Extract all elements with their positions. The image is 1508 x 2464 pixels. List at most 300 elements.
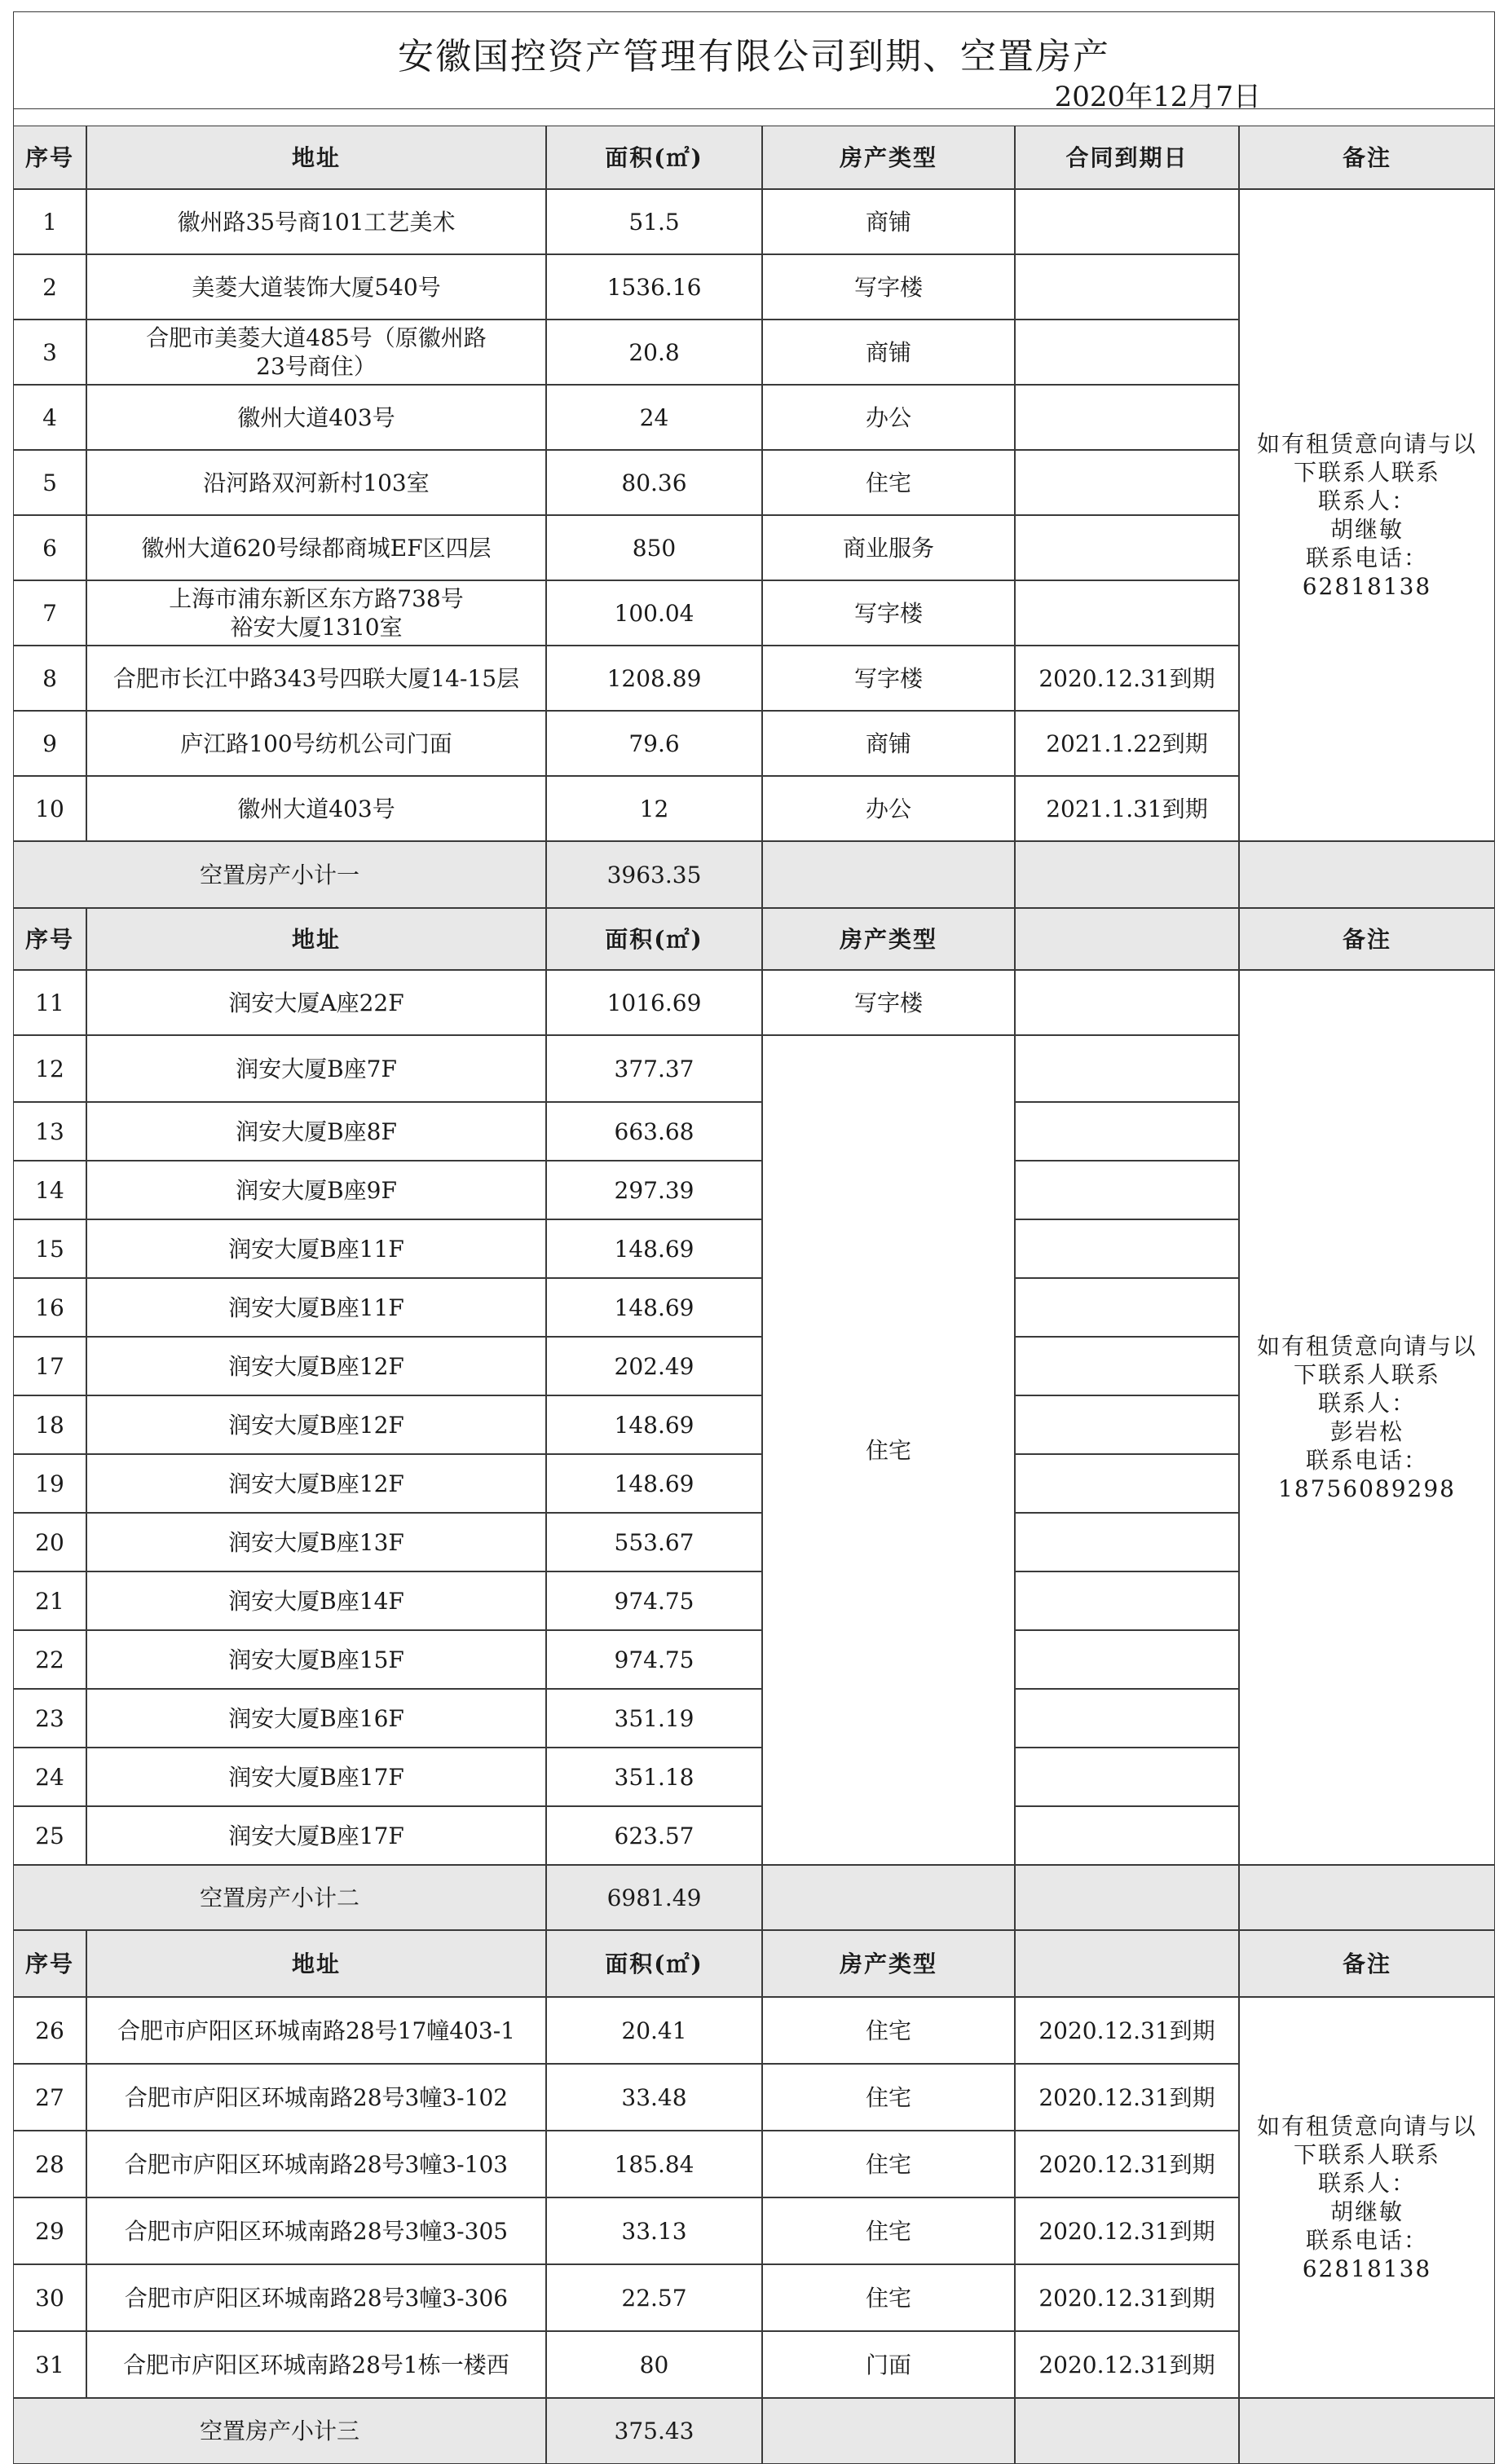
row-address-text: 美菱大道装饰大厦540号	[192, 273, 441, 301]
page-title: 安徽国控资产管理有限公司到期、空置房产	[398, 36, 1110, 77]
row-area	[546, 1161, 762, 1219]
header-no	[13, 126, 86, 189]
row-number	[13, 2131, 86, 2197]
row-type-text: 写字楼	[853, 599, 923, 627]
row-address-text: 润安大厦B座7F	[236, 1055, 397, 1082]
subtotal-blank	[762, 1865, 1015, 1930]
row-expiry	[1015, 2064, 1239, 2131]
row-address	[86, 450, 546, 515]
row-area-text: 1208.89	[606, 664, 702, 692]
row-number-text: 21	[35, 1587, 64, 1615]
subtotal-value-text: 3963.35	[606, 861, 702, 888]
row-address	[86, 1806, 546, 1865]
row-area	[546, 1454, 762, 1513]
row-number	[13, 2197, 86, 2264]
row-address	[86, 2331, 546, 2398]
row-area-text: 80	[639, 2351, 669, 2378]
row-area	[546, 2064, 762, 2131]
row-area-text: 202.49	[614, 1352, 694, 1380]
row-address	[86, 1102, 546, 1161]
row-number	[13, 1997, 86, 2064]
row-area	[546, 1748, 762, 1806]
row-expiry-text: 2020.12.31到期	[1038, 2284, 1215, 2312]
subtotal-label-text: 空置房产小计一	[199, 861, 359, 888]
header-expiry	[1015, 126, 1239, 189]
header-type-text: 房产类型	[839, 143, 937, 171]
subtotal-blank	[1015, 841, 1239, 908]
subtotal-blank	[1015, 2398, 1239, 2464]
header-remark-text: 备注	[1342, 1950, 1391, 1977]
row-address-text: 润安大厦B座12F	[228, 1411, 404, 1439]
row-address-text: 合肥市庐阳区环城南路28号3幢3-103	[124, 2150, 509, 2178]
merged-type-cell	[762, 1035, 1015, 1865]
title-block	[13, 11, 1495, 113]
subtotal-value-text: 375.43	[614, 2418, 694, 2444]
row-address	[86, 1337, 546, 1395]
header-remark-text: 备注	[1342, 925, 1391, 953]
header-expiry-blank	[1015, 1930, 1239, 1997]
row-number-text: 15	[35, 1235, 64, 1263]
row-number	[13, 515, 86, 580]
row-area-text: 80.36	[621, 469, 687, 496]
row-area-text: 20.41	[621, 2017, 687, 2044]
subtotal-blank	[1239, 2398, 1495, 2464]
row-address	[86, 1748, 546, 1806]
row-address	[86, 2197, 546, 2264]
row-type	[762, 450, 1015, 515]
row-type	[762, 711, 1015, 776]
row-address-text: 润安大厦B座12F	[228, 1470, 404, 1497]
row-area	[546, 450, 762, 515]
row-expiry	[1015, 2131, 1239, 2197]
row-area-text: 33.13	[621, 2217, 687, 2245]
row-number	[13, 1571, 86, 1630]
row-address-text: 徽州大道620号绿都商城EF区四层	[141, 534, 492, 562]
row-type	[762, 2264, 1015, 2331]
row-number	[13, 2331, 86, 2398]
header-expiry-blank	[1015, 908, 1239, 970]
row-address-text: 庐江路100号纺机公司门面	[180, 730, 452, 757]
row-type	[762, 515, 1015, 580]
row-address-text: 合肥市庐阳区环城南路28号3幢3-102	[124, 2083, 509, 2111]
subtotal-blank	[1239, 841, 1495, 908]
row-number	[13, 970, 86, 1035]
row-number-text: 6	[42, 534, 57, 562]
row-expiry	[1015, 320, 1239, 385]
row-address-text: 润安大厦B座8F	[236, 1117, 397, 1145]
row-number	[13, 711, 86, 776]
row-area	[546, 1571, 762, 1630]
row-number	[13, 1219, 86, 1278]
row-address-text: 合肥市长江中路343号四联大厦14-15层	[112, 664, 520, 692]
row-address	[86, 1395, 546, 1454]
row-number-text: 14	[35, 1176, 64, 1204]
row-number	[13, 385, 86, 450]
title-gap	[13, 109, 1495, 126]
remark-contact	[1239, 189, 1495, 841]
row-type-text: 办公	[865, 403, 911, 431]
row-number-text: 17	[35, 1352, 64, 1380]
row-area-text: 1016.69	[606, 989, 702, 1016]
subtotal-value	[546, 1865, 762, 1930]
row-number	[13, 1337, 86, 1395]
row-type	[762, 580, 1015, 646]
row-address	[86, 1278, 546, 1337]
row-number-text: 12	[35, 1055, 64, 1082]
row-address	[86, 385, 546, 450]
row-expiry	[1015, 1278, 1239, 1337]
row-address-text: 徽州路35号商101工艺美术	[177, 208, 456, 236]
row-expiry-text: 2021.1.31到期	[1046, 795, 1208, 822]
row-area-text: 974.75	[614, 1646, 694, 1673]
header-address	[86, 908, 546, 970]
row-expiry	[1015, 970, 1239, 1035]
row-area	[546, 776, 762, 841]
row-area-text: 33.48	[621, 2083, 687, 2111]
row-address-text: 沿河路双河新村103室	[203, 469, 430, 496]
header-address	[86, 1930, 546, 1997]
row-number-text: 7	[42, 599, 57, 627]
row-type-text: 住宅	[865, 2150, 911, 2178]
row-expiry	[1015, 646, 1239, 711]
subtotal-value	[546, 2398, 762, 2464]
header-address-text: 地址	[291, 925, 341, 953]
merged-type-cell-text: 住宅	[865, 1436, 911, 1464]
row-area-text: 24	[639, 403, 669, 431]
row-expiry	[1015, 1806, 1239, 1865]
remark-contact-text: 如有租赁意向请与以 下联系人联系 联系人： 彭岩松 联系电话： 18756089298	[1256, 1333, 1477, 1502]
row-expiry	[1015, 1689, 1239, 1748]
row-expiry	[1015, 2197, 1239, 2264]
header-address-text: 地址	[291, 143, 341, 171]
row-area	[546, 1102, 762, 1161]
row-number	[13, 580, 86, 646]
row-type	[762, 1997, 1015, 2064]
report-date: 2020年12月7日	[1054, 81, 1261, 113]
row-address	[86, 1689, 546, 1748]
row-area-text: 148.69	[614, 1470, 694, 1497]
row-address-text: 润安大厦B座17F	[228, 1763, 404, 1791]
row-number-text: 27	[35, 2083, 64, 2111]
row-area	[546, 320, 762, 385]
remark-contact	[1239, 970, 1495, 1865]
header-area-text: 面积(㎡)	[605, 143, 703, 171]
row-area-text: 623.57	[614, 1822, 694, 1849]
row-area-text: 351.18	[614, 1763, 694, 1791]
row-address	[86, 1219, 546, 1278]
row-area	[546, 970, 762, 1035]
row-area	[546, 515, 762, 580]
row-number-text: 11	[35, 989, 64, 1016]
row-type	[762, 2331, 1015, 2398]
row-area	[546, 1337, 762, 1395]
row-number	[13, 1806, 86, 1865]
header-no-text: 序号	[24, 143, 74, 171]
row-address	[86, 1997, 546, 2064]
row-area-text: 22.57	[621, 2284, 687, 2312]
row-address-text: 润安大厦A座22F	[228, 989, 404, 1016]
row-number	[13, 1513, 86, 1571]
row-address	[86, 711, 546, 776]
remark-contact-text: 如有租赁意向请与以 下联系人联系 联系人： 胡继敏 联系电话： 62818138	[1256, 430, 1477, 600]
row-number	[13, 450, 86, 515]
header-no-text: 序号	[24, 925, 74, 953]
row-address	[86, 1035, 546, 1102]
row-address	[86, 580, 546, 646]
row-type-text: 商业服务	[842, 534, 934, 562]
subtotal-blank	[762, 2398, 1015, 2464]
row-number	[13, 2064, 86, 2131]
row-expiry-text: 2020.12.31到期	[1038, 2150, 1215, 2178]
row-area-text: 185.84	[614, 2150, 694, 2178]
row-area-text: 12	[639, 795, 669, 822]
row-expiry	[1015, 711, 1239, 776]
subtotal-label	[13, 841, 546, 908]
row-area	[546, 1278, 762, 1337]
row-number	[13, 1630, 86, 1689]
row-address-text: 上海市浦东新区东方路738号 裕安大厦1310室	[169, 585, 464, 641]
row-type-text: 商铺	[865, 730, 911, 757]
row-expiry	[1015, 2331, 1239, 2398]
row-address	[86, 646, 546, 711]
row-address	[86, 2064, 546, 2131]
row-type-text: 住宅	[865, 469, 911, 496]
row-number-text: 10	[35, 795, 64, 822]
row-area-text: 100.04	[614, 599, 694, 627]
row-area	[546, 1513, 762, 1571]
row-number-text: 29	[35, 2217, 64, 2245]
row-address	[86, 254, 546, 320]
row-address-text: 润安大厦B座12F	[228, 1352, 404, 1380]
row-address-text: 合肥市庐阳区环城南路28号3幢3-305	[124, 2217, 509, 2245]
row-type-text: 写字楼	[853, 989, 923, 1016]
row-area-text: 553.67	[614, 1528, 694, 1556]
row-address-text: 润安大厦B座15F	[228, 1646, 404, 1673]
row-area	[546, 711, 762, 776]
row-number-text: 30	[35, 2284, 64, 2312]
row-number-text: 1	[42, 208, 57, 236]
row-address-text: 润安大厦B座16F	[228, 1704, 404, 1732]
row-address-text: 合肥市庐阳区环城南路28号17幢403-1	[117, 2017, 515, 2044]
subtotal-label-text: 空置房产小计二	[199, 1884, 359, 1911]
row-number	[13, 1035, 86, 1102]
row-number-text: 26	[35, 2017, 64, 2044]
row-number-text: 20	[35, 1528, 64, 1556]
row-area	[546, 2264, 762, 2331]
row-number	[13, 1278, 86, 1337]
row-expiry	[1015, 189, 1239, 254]
row-type-text: 商铺	[865, 208, 911, 236]
row-number-text: 25	[35, 1822, 64, 1849]
row-type-text: 商铺	[865, 338, 911, 366]
row-address	[86, 970, 546, 1035]
row-expiry-text: 2020.12.31到期	[1038, 2017, 1215, 2044]
row-number-text: 4	[42, 403, 57, 431]
row-number-text: 31	[35, 2351, 64, 2378]
row-area	[546, 1219, 762, 1278]
row-address-text: 润安大厦B座11F	[228, 1235, 404, 1263]
row-area-text: 850	[632, 534, 677, 562]
header-area	[546, 126, 762, 189]
header-no	[13, 1930, 86, 1997]
row-expiry	[1015, 2264, 1239, 2331]
row-expiry-text: 2021.1.22到期	[1046, 730, 1208, 757]
row-area-text: 297.39	[614, 1176, 694, 1204]
row-area	[546, 2131, 762, 2197]
header-type	[762, 908, 1015, 970]
row-number-text: 28	[35, 2150, 64, 2178]
row-area	[546, 385, 762, 450]
row-area	[546, 1689, 762, 1748]
row-expiry	[1015, 1513, 1239, 1571]
row-area-text: 351.19	[614, 1704, 694, 1732]
remark-contact	[1239, 1997, 1495, 2398]
row-type	[762, 189, 1015, 254]
subtotal-blank	[1015, 1865, 1239, 1930]
row-number-text: 8	[42, 664, 57, 692]
row-expiry-text: 2020.12.31到期	[1038, 2351, 1215, 2378]
row-type	[762, 385, 1015, 450]
row-type-text: 住宅	[865, 2284, 911, 2312]
row-address-text: 润安大厦B座13F	[228, 1528, 404, 1556]
row-area-text: 974.75	[614, 1587, 694, 1615]
header-area	[546, 908, 762, 970]
row-number-text: 9	[42, 730, 57, 757]
row-address	[86, 776, 546, 841]
row-number	[13, 1689, 86, 1748]
row-number	[13, 776, 86, 841]
row-number	[13, 1395, 86, 1454]
header-no	[13, 908, 86, 970]
row-type-text: 办公	[865, 795, 911, 822]
row-number	[13, 2264, 86, 2331]
header-area	[546, 1930, 762, 1997]
row-number	[13, 646, 86, 711]
row-expiry	[1015, 1395, 1239, 1454]
row-address	[86, 1571, 546, 1630]
row-type-text: 住宅	[865, 2083, 911, 2111]
row-type	[762, 970, 1015, 1035]
remark-contact-text: 如有租赁意向请与以 下联系人联系 联系人： 胡继敏 联系电话： 62818138	[1256, 2113, 1477, 2282]
row-area-text: 20.8	[628, 338, 680, 366]
header-type-text: 房产类型	[839, 925, 937, 953]
row-address-text: 合肥市庐阳区环城南路28号1栋一楼西	[123, 2351, 509, 2378]
row-type	[762, 776, 1015, 841]
row-area	[546, 1806, 762, 1865]
row-type	[762, 320, 1015, 385]
header-area-text: 面积(㎡)	[605, 925, 703, 953]
header-address-text: 地址	[291, 1950, 341, 1977]
row-area-text: 377.37	[614, 1055, 694, 1082]
header-type-text: 房产类型	[839, 1950, 937, 1977]
row-type-text: 住宅	[865, 2017, 911, 2044]
row-area	[546, 1035, 762, 1102]
row-area-text: 148.69	[614, 1294, 694, 1321]
row-area	[546, 646, 762, 711]
header-remark	[1239, 908, 1495, 970]
row-expiry-text: 2020.12.31到期	[1038, 664, 1215, 692]
header-address	[86, 126, 546, 189]
row-expiry	[1015, 1035, 1239, 1102]
subtotal-label-text: 空置房产小计三	[199, 2418, 359, 2444]
subtotal-blank	[762, 841, 1015, 908]
row-number-text: 22	[35, 1646, 64, 1673]
row-expiry	[1015, 254, 1239, 320]
row-expiry	[1015, 1161, 1239, 1219]
header-remark	[1239, 1930, 1495, 1997]
row-expiry	[1015, 580, 1239, 646]
row-area-text: 79.6	[628, 730, 680, 757]
header-type	[762, 126, 1015, 189]
row-area-text: 663.68	[614, 1117, 694, 1145]
row-type	[762, 646, 1015, 711]
row-number	[13, 189, 86, 254]
row-number-text: 5	[42, 469, 57, 496]
row-expiry-text: 2020.12.31到期	[1038, 2217, 1215, 2245]
row-type	[762, 254, 1015, 320]
row-expiry	[1015, 776, 1239, 841]
row-type	[762, 2131, 1015, 2197]
row-number	[13, 1748, 86, 1806]
subtotal-label	[13, 1865, 546, 1930]
row-expiry	[1015, 1997, 1239, 2064]
header-no-text: 序号	[24, 1950, 74, 1977]
row-area	[546, 1997, 762, 2064]
row-area	[546, 1395, 762, 1454]
row-type-text: 住宅	[865, 2217, 911, 2245]
row-type-text: 门面	[865, 2351, 911, 2378]
row-address	[86, 515, 546, 580]
row-expiry	[1015, 1454, 1239, 1513]
row-area-text: 148.69	[614, 1235, 694, 1263]
row-area	[546, 580, 762, 646]
row-type-text: 写字楼	[853, 273, 923, 301]
header-remark	[1239, 126, 1495, 189]
subtotal-value	[546, 841, 762, 908]
subtotal-blank	[1239, 1865, 1495, 1930]
row-address	[86, 320, 546, 385]
row-expiry	[1015, 450, 1239, 515]
row-number-text: 3	[42, 338, 57, 366]
header-expiry-text: 合同到期日	[1065, 143, 1188, 171]
row-type-text: 写字楼	[853, 664, 923, 692]
row-address-text: 润安大厦B座9F	[236, 1176, 397, 1204]
row-address-text: 徽州大道403号	[237, 403, 395, 431]
row-expiry	[1015, 1748, 1239, 1806]
row-address	[86, 2131, 546, 2197]
row-area	[546, 189, 762, 254]
row-expiry	[1015, 515, 1239, 580]
header-remark-text: 备注	[1342, 143, 1391, 171]
row-area	[546, 1630, 762, 1689]
subtotal-value-text: 6981.49	[606, 1884, 702, 1911]
row-address-text: 润安大厦B座11F	[228, 1294, 404, 1321]
row-number-text: 23	[35, 1704, 64, 1732]
row-number	[13, 1454, 86, 1513]
row-number-text: 18	[35, 1411, 64, 1439]
row-address	[86, 1513, 546, 1571]
row-address	[86, 2264, 546, 2331]
row-area-text: 148.69	[614, 1411, 694, 1439]
row-expiry	[1015, 1630, 1239, 1689]
subtotal-label	[13, 2398, 546, 2464]
row-number	[13, 320, 86, 385]
row-expiry	[1015, 1102, 1239, 1161]
row-expiry	[1015, 385, 1239, 450]
row-address-text: 徽州大道403号	[237, 795, 395, 822]
row-address	[86, 1454, 546, 1513]
row-number	[13, 1161, 86, 1219]
